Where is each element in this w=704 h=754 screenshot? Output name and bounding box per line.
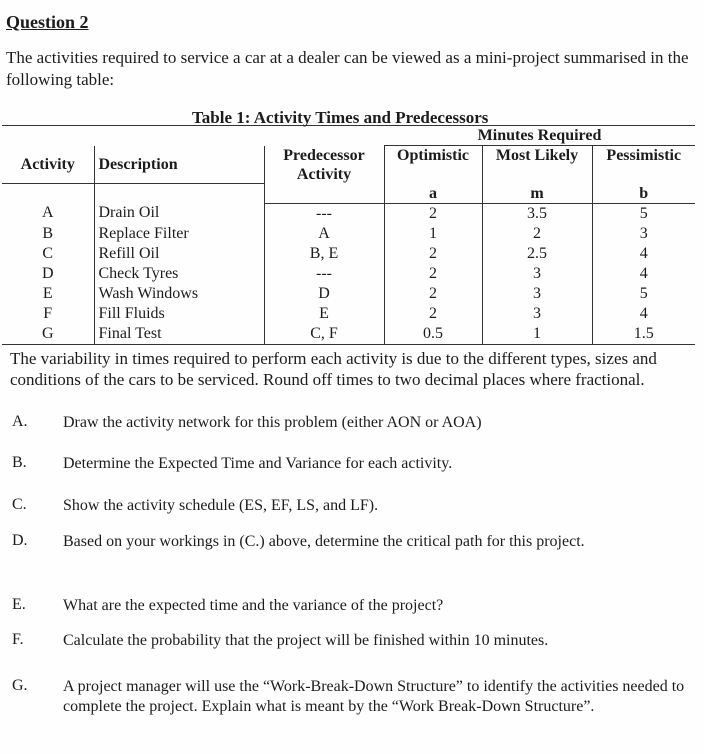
cell-pessimistic: 4 [639,244,648,262]
question-heading: Question 2 [6,12,89,32]
table-header-row-1 [2,126,695,146]
question-f-text: Calculate the probability that the project will be finished within 10 minutes. [63,632,549,649]
cell-pessimistic: 5 [639,204,648,222]
table-caption: Table 1: Activity Times and Predecessors [192,108,489,127]
cell-pessimistic: 4 [639,264,648,282]
header-symbol-a: a [384,184,482,204]
question-e-letter: E. [12,596,26,613]
cell-most-likely: 3 [482,284,592,304]
cell-most-likely: 1 [482,324,592,345]
cell-description: Final Test [94,324,264,345]
cell-description: Refill Oil [94,244,264,264]
table-row [2,324,695,345]
cell-predecessor: C, F [264,324,384,345]
cell-most-likely: 3.5 [482,203,592,224]
cell-activity: A [2,203,94,224]
header-description: Description [94,146,264,184]
cell-predecessor: --- [264,203,384,224]
question-c-letter: C. [12,496,27,513]
header-optimistic: Optimistic [384,146,482,184]
header-minutes-required: Minutes Required [384,126,695,146]
cell-pessimistic: 4 [639,304,648,322]
cell-description: Wash Windows [94,284,264,304]
header-predecessor [264,146,384,184]
question-c-text: Show the activity schedule (ES, EF, LS, and LF). [63,497,379,514]
question-d-letter: D. [12,532,28,549]
table-header-row-2 [2,146,695,184]
table-body [2,203,695,344]
cell-activity: E [2,284,94,304]
cell-activity: C [2,244,94,264]
cell-description: Replace Filter [94,224,264,244]
header-cell-blank [264,184,384,204]
question-d-text: Based on your workings in (C.) above, determine the critical path for this project. [63,533,585,550]
header-cell-blank [94,126,264,146]
question-e-text: What are the expected time and the variance of the project? [63,597,444,614]
cell-most-likely: 3 [482,264,592,284]
table-header-row-3 [2,184,695,204]
cell-predecessor: --- [264,264,384,284]
cell-predecessor: A [264,224,384,244]
table-row [2,264,695,284]
question-g-letter: G. [12,677,28,694]
header-cell-blank [2,184,94,204]
header-symbol-m: m [482,184,592,204]
question-f-letter: F. [12,631,24,648]
cell-pessimistic: 3 [639,224,648,242]
cell-pessimistic: 1.5 [592,324,695,345]
cell-description: Fill Fluids [94,304,264,324]
cell-most-likely: 2 [482,224,592,244]
activity-times-table [2,125,695,345]
question-b-text: Determine the Expected Time and Variance for each activity. [63,455,453,472]
cell-activity: B [2,224,94,244]
question-a-text: Draw the activity network for this problem (either AON or AOA) [63,414,482,431]
header-activity: Activity [2,146,94,184]
cell-description: Check Tyres [94,264,264,284]
cell-most-likely: 2.5 [482,244,592,264]
table-row [2,244,695,264]
table-row [2,284,695,304]
question-g-text: A project manager will use the “Work-Break-Down Structure” to identify the activities needed to complete the project. Explain what is meant by the “Work Break-Down Structure”. [63,678,685,715]
cell-optimistic: 0.5 [384,324,482,345]
intro-paragraph: The activities required to service a car at a dealer can be viewed as a mini-project summarised in the following table: [6,48,689,89]
table-row [2,304,695,324]
cell-predecessor: B, E [264,244,384,264]
cell-description: Drain Oil [94,203,264,224]
table-row [2,224,695,244]
header-most-likely: Most Likely [482,146,592,184]
cell-optimistic: 2 [384,203,482,224]
question-b-letter: B. [12,454,27,471]
header-predecessor-text: Predecessor Activity [283,146,365,183]
table-row [2,203,695,224]
cell-activity: D [2,264,94,284]
variability-paragraph: The variability in times required to perform each activity is due to the different types, sizes and conditions of the cars to be serviced. Round off times to two decimal places where fractional. [10,349,657,389]
header-symbol-b: b [592,184,695,204]
cell-predecessor: D [264,284,384,304]
cell-activity: F [2,304,94,324]
cell-optimistic: 2 [384,264,482,284]
cell-optimistic: 1 [384,224,482,244]
cell-activity: G [2,324,94,345]
header-pessimistic: Pessimistic [606,147,682,164]
question-a-letter: A. [12,413,28,430]
cell-optimistic: 2 [384,304,482,324]
cell-optimistic: 2 [384,244,482,264]
cell-most-likely: 3 [482,304,592,324]
cell-optimistic: 2 [384,284,482,304]
header-cell-blank [94,184,264,204]
header-cell-blank [264,126,384,146]
header-cell-blank [2,126,94,146]
cell-pessimistic: 5 [639,284,648,302]
cell-predecessor: E [264,304,384,324]
